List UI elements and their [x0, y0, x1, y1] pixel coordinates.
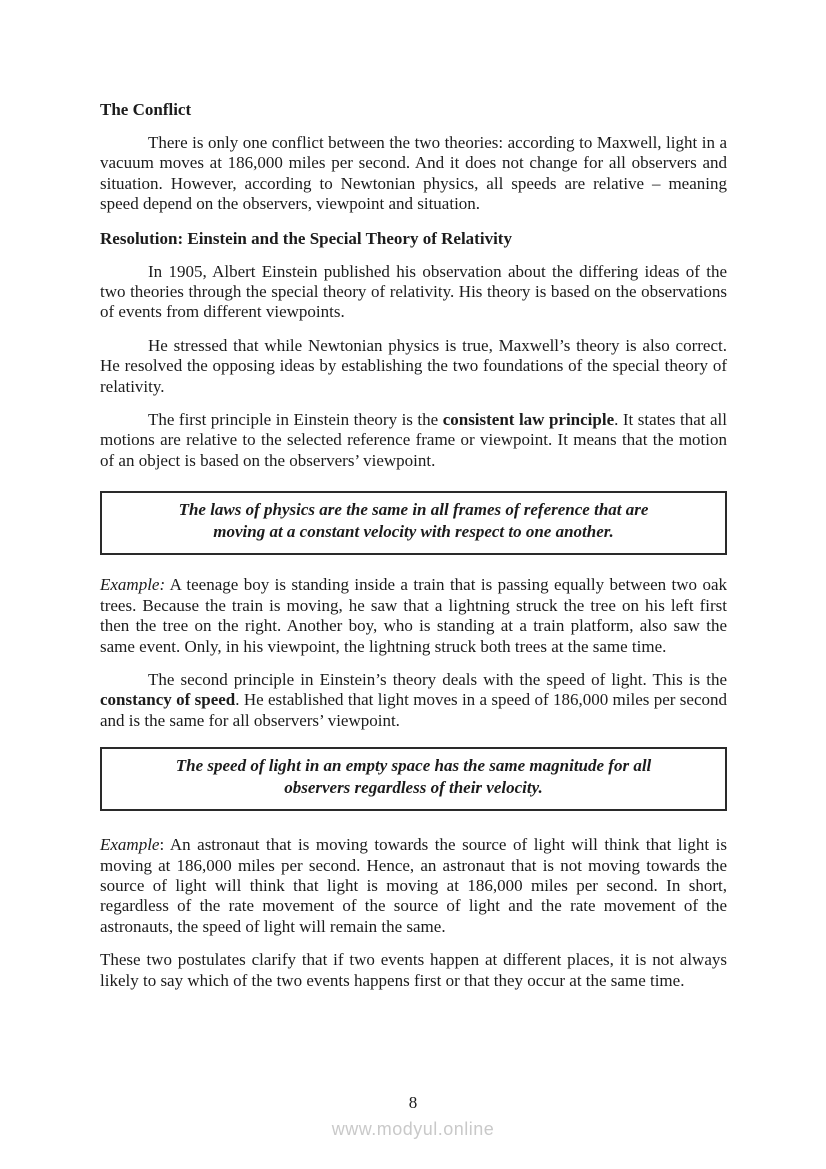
paragraph-example-astronaut	[100, 835, 727, 937]
second-principle-bold-term: constancy of speed	[100, 690, 236, 710]
paragraph-1905: In 1905, Albert Einstein published his observation about the differing ideas of the two theories through the special theory of relativity. His theory is based on the observations of events from different viewpoints.	[100, 261, 727, 322]
first-principle-text-pre: The first principle in Einstein theory is the	[148, 410, 443, 430]
second-principle-text-pre: The second principle in Einstein’s theory deals with the speed of light. This is the	[148, 669, 727, 689]
example-astronaut-text: An astronaut that is moving towards the source of light will think that light is moving at 186,000 miles per second. Hence, an astronaut that is not moving towards the source of light will think that light is moving at 186,000 miles per second. In short, regardless of the rate movement of the source of light and the rate movement of the astronauts, the speed of light will remain the same.	[100, 835, 727, 936]
paragraph-stressed: He stressed that while Newtonian physics is true, Maxwell’s theory is also correct. He resolved the opposing ideas by establishing the two foundations of the special theory of relativity.	[100, 335, 727, 396]
paragraph-second-principle	[100, 670, 727, 731]
example-astronaut-label: Example	[100, 835, 160, 855]
watermark: www.modyul.online	[331, 1119, 495, 1139]
second-principle-text-post: . He established that light moves in a speed of 186,000 miles per second and is the same for all observers’ viewpoint.	[100, 690, 727, 730]
postulate-first-line1: The laws of physics are the same in all frames of reference that are	[178, 500, 649, 520]
paragraph-first-principle	[100, 410, 727, 471]
postulate-box-first	[100, 491, 727, 555]
example-train-text: A teenage boy is standing inside a train that is passing equally between two oak trees. Because the train is moving, he saw that a lightning struck the tree on his left first then the tree on the right. Another boy, who is standing at a train platform, also saw the same event. Only, in his viewpoint, the lightning struck both trees at the same time.	[100, 575, 727, 656]
postulate-box-second	[100, 747, 727, 811]
postulate-first-line2: moving at a constant velocity with respect to one another.	[213, 522, 614, 542]
section-heading-resolution: Resolution: Einstein and the Special Theory of Relativity	[100, 228, 512, 248]
page-number: 8	[408, 1093, 418, 1112]
first-principle-bold-term: consistent law principle	[442, 410, 615, 430]
postulate-second-line1: The speed of light in an empty space has the same magnitude for all	[175, 756, 652, 776]
paragraph-conflict: There is only one conflict between the two theories: according to Maxwell, light in a vacuum moves at 186,000 miles per second. And it does not change for all observers and situation. However, according to Newtonian physics, all speeds are relative – meaning speed depend on the observers, viewpoint and situation.	[100, 133, 727, 214]
postulate-second-line2: observers regardless of their velocity.	[284, 778, 543, 798]
example-train-label: Example:	[100, 575, 166, 595]
paragraph-postulates-summary: These two postulates clarify that if two events happen at different places, it is not always likely to say which of the two events happens first or that they occur at the same time.	[100, 950, 727, 990]
paragraph-example-train	[100, 575, 727, 657]
section-heading-conflict: The Conflict	[100, 100, 192, 119]
first-principle-text-post: . It states that all motions are relative to the selected reference frame or viewpoint. It means that the motion of an object is based on the observers’ viewpoint.	[100, 410, 727, 470]
example-astronaut-colon: :	[159, 835, 165, 855]
